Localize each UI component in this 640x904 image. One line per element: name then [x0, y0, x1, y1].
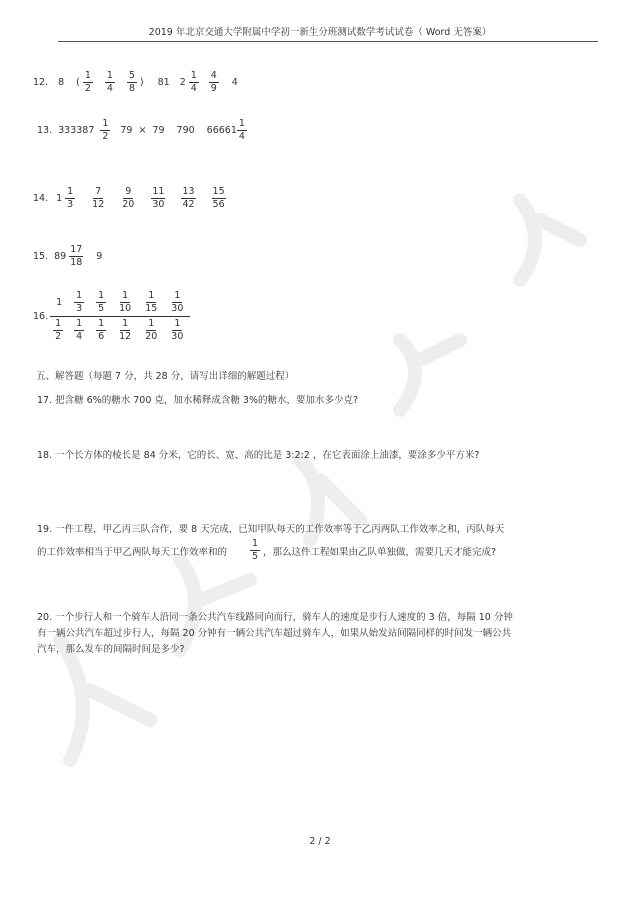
- fraction: $\frac{15}{56}$: [212, 186, 225, 210]
- complex-numerator: [50, 290, 190, 317]
- question-14: [33, 186, 229, 211]
- header-rule: [58, 41, 598, 42]
- operator: ×: [138, 125, 147, 136]
- page-number: 2 / 2: [309, 836, 331, 847]
- question-20-line-3: 汽车，那么发车的间隔时间是多少?: [37, 644, 185, 655]
- question-12: [33, 70, 238, 95]
- fraction: $\frac{1}{30}$: [171, 318, 184, 342]
- fraction: $\frac{1}{2}$: [102, 118, 109, 142]
- question-19-line-2: [37, 538, 496, 563]
- fraction: $\frac{1}{4}$: [238, 118, 245, 142]
- term: 89: [54, 251, 67, 262]
- term: 1: [56, 297, 63, 308]
- fraction: $\frac{1}{6}$: [98, 318, 105, 342]
- fraction: $\frac{4}{9}$: [210, 70, 217, 94]
- fraction: $\frac{1}{2}$: [55, 318, 62, 342]
- question-16: [33, 290, 190, 343]
- fraction: $\frac{5}{8}$: [128, 70, 135, 94]
- question-15: [33, 244, 102, 269]
- question-18: 18. 一个长方体的棱长是 84 分米，它的长、宽、高的比是 3:2:2 ，在它表面涂上油漆，要涂多少平方米?: [37, 450, 480, 461]
- question-number: 14.: [33, 193, 49, 204]
- fraction: $\frac{1}{15}$: [145, 290, 158, 314]
- fraction: $\frac{11}{30}$: [152, 186, 165, 210]
- fraction: $\frac{1}{4}$: [76, 318, 83, 342]
- fraction: $\frac{17}{18}$: [70, 244, 83, 268]
- fraction: $\frac{1}{3}$: [67, 186, 74, 210]
- fraction: $\frac{1}{5}$: [98, 290, 105, 314]
- question-19-line-1: 19. 一件工程，甲乙丙三队合作，要 8 天完成，已知甲队每天的工作效率等于乙丙两队工作效率之和，丙队每天: [37, 524, 505, 535]
- page-header: 2019 年北京交通大学附属中学初一新生分班测试数学考试试卷（ Word 无答案）: [148, 27, 492, 38]
- question-20-line-1: 20. 一个步行人和一个骑车人沿同一条公共汽车线路同向而行，骑车人的速度是步行人速度的 3 倍，每隔 10 分钟: [37, 612, 513, 623]
- fraction: $\frac{1}{4}$: [106, 70, 113, 94]
- question-20-line-2: 有一辆公共汽车超过步行人，每隔 20 分钟有一辆公共汽车超过骑车人，如果从始发站间隔同样的时间发一辆公共: [37, 628, 512, 639]
- fraction: $\frac{1}{10}$: [119, 290, 132, 314]
- complex-denominator: [50, 317, 190, 343]
- fraction: $\frac{13}{42}$: [182, 186, 195, 210]
- fraction: $\frac{1}{4}$: [190, 70, 197, 94]
- term: 9: [96, 251, 103, 262]
- paren: ): [139, 77, 144, 88]
- question-13: [37, 118, 247, 143]
- term: 81: [157, 77, 170, 88]
- term: 1: [56, 193, 63, 204]
- fraction: $\frac{1}{20}$: [145, 318, 158, 342]
- term: 79: [152, 125, 165, 136]
- term: 66661: [206, 125, 237, 136]
- term: 2: [179, 77, 186, 88]
- term: 333387: [58, 125, 95, 136]
- question-number: 16.: [33, 311, 49, 322]
- fraction: $\frac{1}{3}$: [76, 290, 83, 314]
- text: ，那么这件工程如果由乙队单独做，需要几天才能完成?: [263, 546, 497, 558]
- complex-fraction: [50, 290, 190, 343]
- term: 4: [231, 77, 238, 88]
- fraction: $\frac{1}{5}$: [251, 538, 259, 562]
- question-number: 15.: [33, 251, 49, 262]
- text: 的工作效率相当于甲乙两队每天工作效率和的: [37, 546, 228, 558]
- section-5-heading: 五、解答题（每题 7 分，共 28 分，请写出详细的解题过程）: [36, 371, 295, 382]
- fraction: $\frac{9}{20}$: [122, 186, 135, 210]
- term: 790: [176, 125, 195, 136]
- term: 79: [120, 125, 133, 136]
- paren: (: [76, 77, 80, 88]
- fraction: $\frac{7}{12}$: [92, 186, 105, 210]
- term: 8: [58, 77, 65, 88]
- question-17: 17. 把含糖 6%的糖水 700 克，加水稀释成含糖 3%的糖水，要加水多少克?: [37, 395, 359, 406]
- fraction: $\frac{1}{30}$: [171, 290, 184, 314]
- fraction: $\frac{1}{12}$: [119, 318, 132, 342]
- fraction: $\frac{1}{2}$: [84, 70, 91, 94]
- question-number: 12.: [33, 77, 49, 88]
- question-number: 13.: [37, 125, 53, 136]
